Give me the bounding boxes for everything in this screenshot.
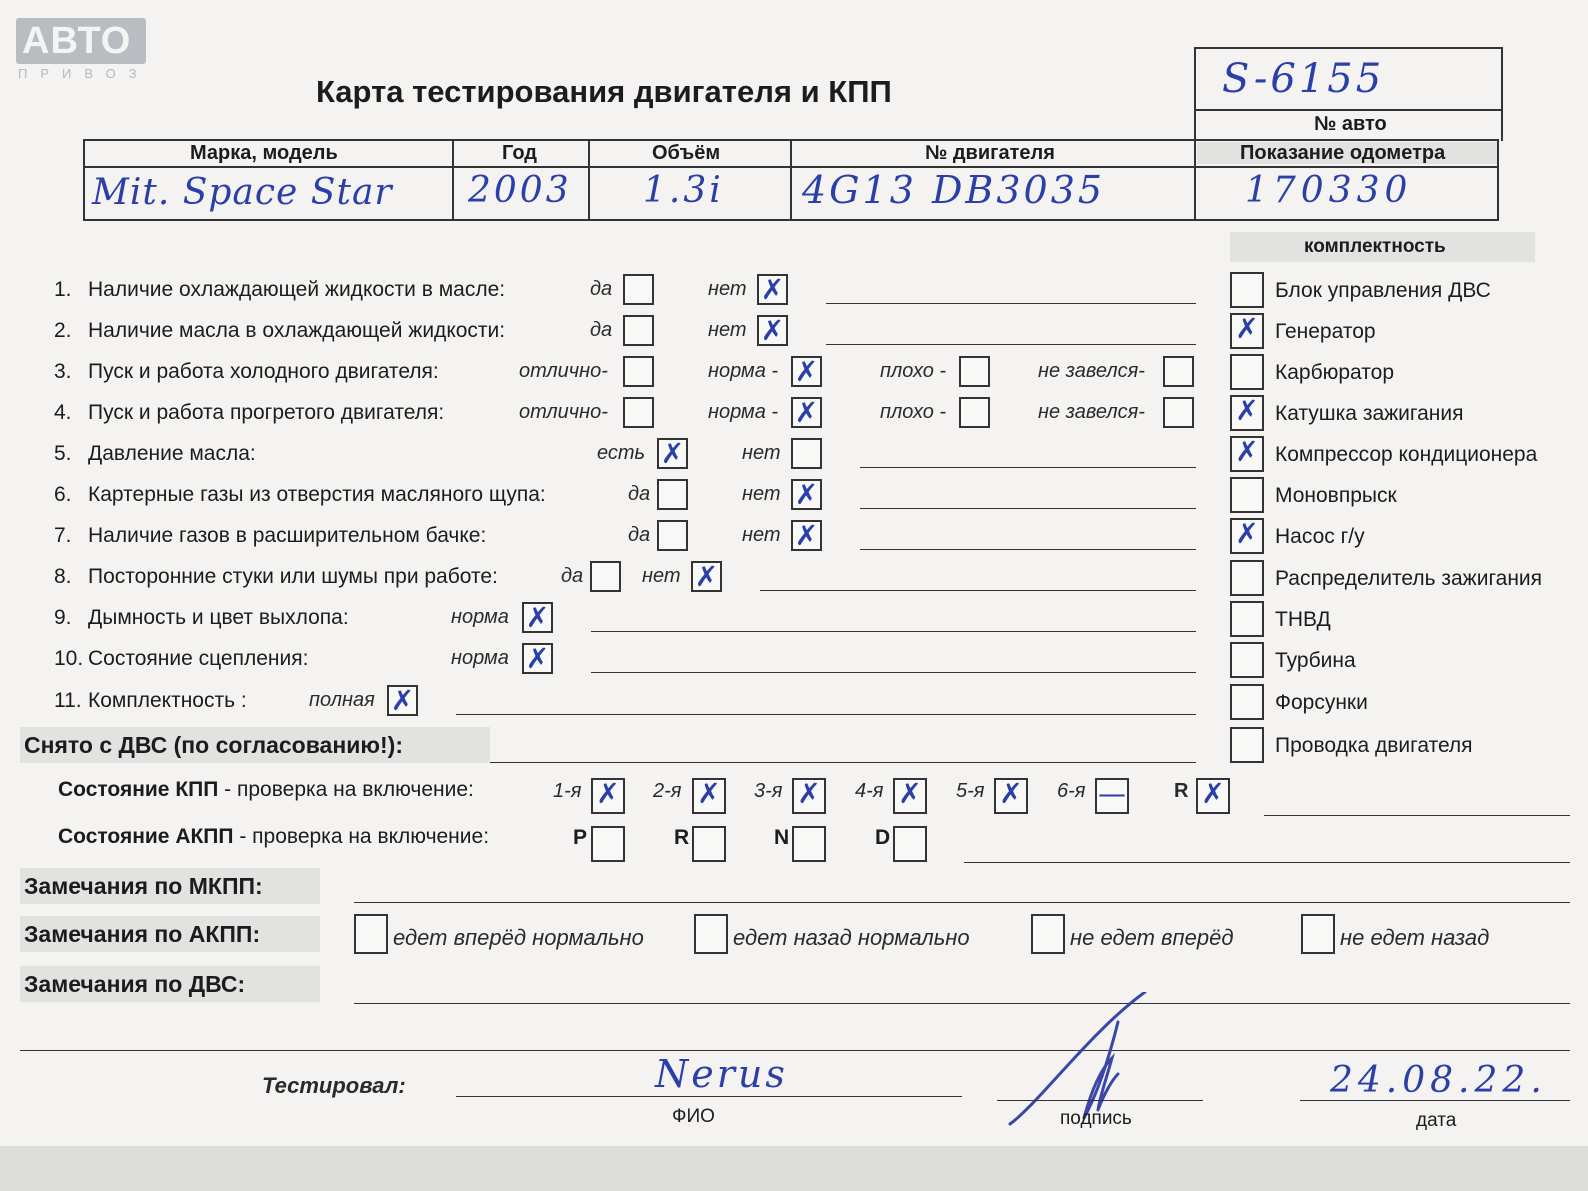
remarks-mkpp-line[interactable]	[354, 902, 1570, 903]
question-text: Комплектность :	[88, 689, 247, 712]
answer-line[interactable]	[860, 508, 1196, 509]
option-label: не завелся-	[1038, 401, 1145, 423]
header-engine-number: № двигателя	[925, 142, 1055, 164]
name-caption: ФИО	[672, 1106, 715, 1127]
akpp-mode-checkbox[interactable]	[591, 826, 625, 862]
removed-label: Снято с ДВС (по согласованию!):	[24, 732, 403, 758]
value-volume: 1.3i	[643, 170, 724, 211]
remarks-mkpp-label: Замечания по МКПП:	[24, 873, 263, 899]
remarks-dvs-line-2[interactable]	[20, 1050, 1570, 1051]
akpp-remark-checkbox[interactable]	[354, 914, 388, 954]
option-label: да	[590, 278, 613, 300]
akpp-label	[58, 825, 489, 849]
option-checkbox[interactable]: ✗	[757, 274, 788, 305]
akpp-label-bold: Состояние АКПП	[58, 825, 234, 848]
gear-checkbox[interactable]: ✗	[1196, 778, 1230, 814]
tester-name: Nerus	[655, 1052, 788, 1096]
completeness-item-label: Насос г/у	[1275, 525, 1365, 548]
answer-line[interactable]	[826, 344, 1196, 345]
option-label: норма	[451, 647, 509, 669]
option-checkbox[interactable]: ✗	[691, 561, 722, 592]
answer-line[interactable]	[760, 590, 1196, 591]
answer-line[interactable]	[860, 549, 1196, 550]
gear-checkbox[interactable]: ✗	[994, 778, 1028, 814]
remarks-dvs-line[interactable]	[354, 1003, 1570, 1004]
kpp-label-bold: Состояние КПП	[58, 778, 219, 801]
question-text: Наличие масла в охлаждающей жидкости:	[88, 319, 506, 342]
removed-line[interactable]	[490, 762, 1196, 763]
completeness-item-label: Проводка двигателя	[1275, 734, 1473, 757]
tested-by-label: Тестировал:	[262, 1073, 406, 1098]
remarks-dvs-label: Замечания по ДВС:	[24, 971, 246, 997]
question-number: 1.	[54, 278, 72, 301]
kpp-remarks-line[interactable]	[1264, 815, 1570, 816]
akpp-remark-checkbox[interactable]	[1301, 914, 1335, 954]
option-checkbox[interactable]: ✗	[791, 356, 822, 387]
date-value: 24.08.22.	[1330, 1060, 1547, 1101]
question-text: Состояние сцепления:	[88, 647, 309, 670]
question-text: Наличие газов в расширительном бачке:	[88, 524, 487, 547]
answer-line[interactable]	[456, 714, 1196, 715]
option-checkbox[interactable]	[959, 397, 990, 428]
completeness-checkbox[interactable]	[1230, 601, 1264, 637]
question-number: 9.	[54, 606, 72, 629]
completeness-item-label: Блок управления ДВС	[1275, 279, 1491, 302]
option-checkbox[interactable]: ✗	[791, 520, 822, 551]
completeness-item-label: Компрессор кондиционера	[1275, 443, 1538, 466]
completeness-checkbox[interactable]	[1230, 727, 1264, 763]
option-checkbox[interactable]	[1163, 397, 1194, 428]
completeness-checkbox[interactable]: ✗	[1230, 436, 1264, 472]
kpp-label-rest: - проверка на включение:	[218, 778, 474, 801]
option-checkbox[interactable]	[657, 479, 688, 510]
header-make-model: Марка, модель	[190, 142, 338, 164]
akpp-remark-label: не едет назад	[1340, 925, 1490, 950]
completeness-item-label: Форсунки	[1275, 691, 1368, 714]
question-text: Пуск и работа прогретого двигателя:	[88, 401, 445, 424]
header-col-divider	[588, 139, 590, 221]
answer-line[interactable]	[826, 303, 1196, 304]
remarks-akpp-label: Замечания по АКПП:	[24, 921, 261, 947]
signature-caption: подпись	[1060, 1108, 1132, 1129]
gear-checkbox[interactable]: ✗	[591, 778, 625, 814]
gear-label: 2-я	[653, 780, 682, 802]
header-col-divider	[452, 139, 454, 221]
question-number: 11.	[54, 689, 82, 712]
option-label: да	[628, 483, 651, 505]
value-engine-number: 4G13 DB3035	[802, 168, 1106, 212]
akpp-remark-label: едет назад нормально	[733, 925, 970, 950]
header-volume: Объём	[652, 142, 721, 164]
option-label: плохо -	[880, 401, 947, 423]
gear-checkbox[interactable]: ✗	[893, 778, 927, 814]
question-number: 4.	[54, 401, 72, 424]
answer-line[interactable]	[591, 672, 1196, 673]
option-label: нет	[708, 319, 747, 341]
option-checkbox[interactable]: ✗	[757, 315, 788, 346]
option-checkbox[interactable]	[657, 520, 688, 551]
gear-label: 4-я	[855, 780, 884, 802]
akpp-remark-checkbox[interactable]	[1031, 914, 1065, 954]
option-checkbox[interactable]: ✗	[657, 438, 688, 469]
akpp-mode-label: P	[573, 826, 588, 849]
option-label: да	[561, 565, 584, 587]
akpp-mode-label: R	[674, 826, 690, 849]
header-col-divider	[1194, 139, 1196, 221]
question-number: 3.	[54, 360, 72, 383]
option-checkbox[interactable]	[1163, 356, 1194, 387]
value-odometer: 170330	[1245, 170, 1413, 211]
signature-stroke	[1010, 992, 1145, 1124]
question-text: Картерные газы из отверстия масляного щупа:	[88, 483, 546, 506]
kpp-label	[58, 778, 474, 802]
header-year: Год	[502, 142, 537, 164]
question-number: 7.	[54, 524, 72, 547]
option-checkbox[interactable]	[959, 356, 990, 387]
question-number: 10.	[54, 647, 84, 670]
option-checkbox[interactable]	[623, 315, 654, 346]
question-text: Давление масла:	[88, 442, 256, 465]
completeness-item-label: Генератор	[1275, 320, 1376, 343]
option-checkbox[interactable]: ✗	[522, 602, 553, 633]
completeness-item-label: Катушка зажигания	[1275, 402, 1464, 425]
akpp-remarks-line[interactable]	[964, 862, 1570, 863]
car-number-label: № авто	[1314, 113, 1387, 135]
akpp-mode-checkbox[interactable]	[792, 826, 826, 862]
option-checkbox[interactable]: ✗	[522, 643, 553, 674]
logo-subtext: ПРИВОЗ	[18, 66, 150, 81]
question-number: 6.	[54, 483, 72, 506]
gear-label: 1-я	[553, 780, 582, 802]
question-text: Пуск и работа холодного двигателя:	[88, 360, 439, 383]
date-line[interactable]	[1300, 1100, 1570, 1101]
option-checkbox[interactable]: ✗	[791, 397, 822, 428]
question-number: 2.	[54, 319, 72, 342]
completeness-checkbox[interactable]	[1230, 477, 1264, 513]
option-label: нет	[708, 278, 747, 300]
option-checkbox[interactable]	[623, 356, 654, 387]
option-label: да	[628, 524, 651, 546]
gear-label: R	[1174, 780, 1189, 802]
option-label: полная	[309, 689, 375, 711]
option-checkbox[interactable]	[791, 438, 822, 469]
header-col-divider	[790, 139, 792, 221]
gear-checkbox[interactable]: —	[1095, 778, 1129, 814]
completeness-item-label: ТНВД	[1275, 608, 1331, 631]
gear-checkbox[interactable]: ✗	[792, 778, 826, 814]
value-year: 2003	[468, 170, 572, 211]
akpp-mode-checkbox[interactable]	[893, 826, 927, 862]
header-odometer: Показание одометра	[1240, 142, 1446, 164]
date-caption: дата	[1416, 1110, 1457, 1131]
completeness-checkbox[interactable]	[1230, 272, 1264, 308]
option-label: норма -	[708, 401, 779, 423]
option-label: плохо -	[880, 360, 947, 382]
completeness-checkbox[interactable]	[1230, 354, 1264, 390]
option-label: есть	[597, 442, 646, 464]
question-text: Дымность и цвет выхлопа:	[88, 606, 349, 629]
signature-line[interactable]	[997, 1100, 1203, 1101]
option-label: нет	[742, 524, 781, 546]
completeness-checkbox[interactable]: ✗	[1230, 395, 1264, 431]
akpp-mode-label: D	[875, 826, 891, 849]
answer-line[interactable]	[591, 631, 1196, 632]
name-line[interactable]	[456, 1096, 962, 1097]
option-label: нет	[742, 442, 781, 464]
option-checkbox[interactable]	[623, 397, 654, 428]
option-checkbox[interactable]: ✗	[387, 685, 418, 716]
option-label: нет	[642, 565, 681, 587]
completeness-item-label: Турбина	[1275, 649, 1356, 672]
option-label: норма	[451, 606, 509, 628]
page-bottom-edge	[0, 1146, 1588, 1191]
question-text: Посторонние стуки или шумы при работе:	[88, 565, 498, 588]
question-number: 5.	[54, 442, 72, 465]
option-label: отлично-	[519, 360, 608, 382]
option-label: да	[590, 319, 613, 341]
car-number-value: S-6155	[1222, 56, 1385, 102]
akpp-mode-label: N	[774, 826, 790, 849]
completeness-checkbox[interactable]: ✗	[1230, 313, 1264, 349]
akpp-label-rest: - проверка на включение:	[233, 825, 490, 848]
option-label: нет	[742, 483, 781, 505]
completeness-checkbox[interactable]	[1230, 560, 1264, 596]
gear-checkbox[interactable]: ✗	[692, 778, 726, 814]
option-checkbox[interactable]	[623, 274, 654, 305]
completeness-item-label: Моновпрыск	[1275, 484, 1397, 507]
option-label: не завелся-	[1038, 360, 1145, 382]
akpp-remark-label: не едет вперёд	[1070, 925, 1234, 950]
completeness-title: комплектность	[1304, 236, 1446, 257]
logo-text: АВТО	[22, 20, 132, 62]
akpp-remark-checkbox[interactable]	[694, 914, 728, 954]
form-title: Карта тестирования двигателя и КПП	[316, 74, 892, 109]
option-checkbox[interactable]: ✗	[791, 479, 822, 510]
completeness-checkbox[interactable]	[1230, 642, 1264, 678]
option-checkbox[interactable]	[590, 561, 621, 592]
completeness-item-label: Карбюратор	[1275, 361, 1395, 384]
completeness-checkbox[interactable]	[1230, 684, 1264, 720]
completeness-checkbox[interactable]: ✗	[1230, 518, 1264, 554]
question-number: 8.	[54, 565, 72, 588]
gear-label: 6-я	[1057, 780, 1086, 802]
gear-label: 3-я	[754, 780, 783, 802]
value-make-model: Mit. Space Star	[92, 172, 393, 213]
option-label: норма -	[708, 360, 779, 382]
answer-line[interactable]	[860, 467, 1196, 468]
akpp-remark-label: едет вперёд нормально	[393, 925, 644, 950]
completeness-item-label: Распределитель зажигания	[1275, 567, 1543, 590]
logo	[16, 18, 148, 82]
question-text: Наличие охлаждающей жидкости в масле:	[88, 278, 506, 301]
akpp-mode-checkbox[interactable]	[692, 826, 726, 862]
gear-label: 5-я	[956, 780, 985, 802]
option-label: отлично-	[519, 401, 608, 423]
